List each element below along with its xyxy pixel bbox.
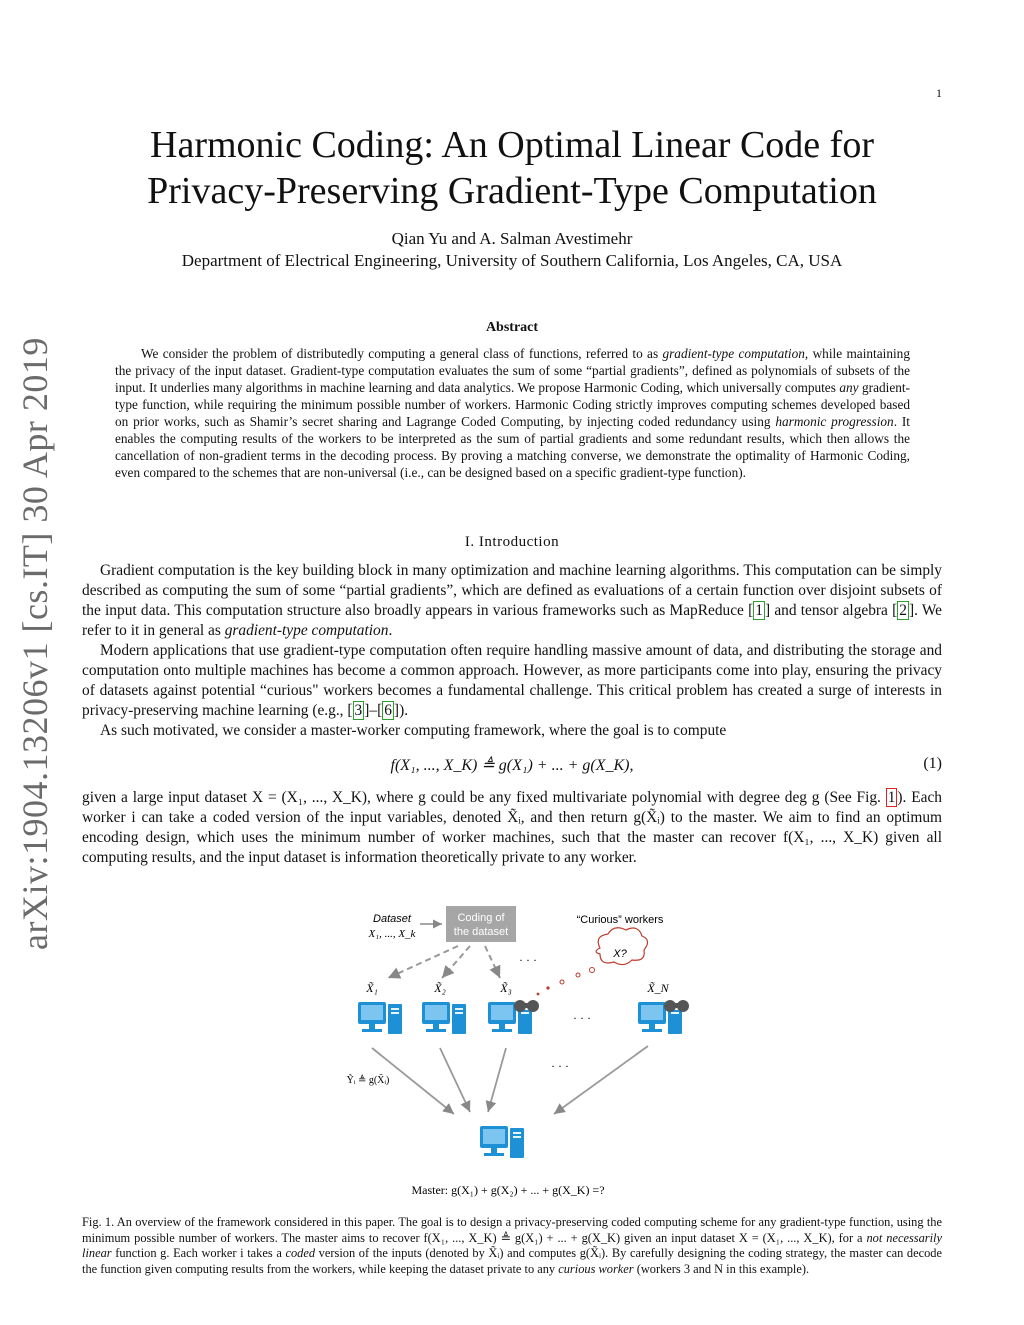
equation-formula: f(X₁, ..., X_K) ≜ g(X₁) + ... + g(X_K),: [390, 757, 634, 774]
result-arrow: [488, 1048, 506, 1112]
curious-label: “Curious” workers: [576, 914, 664, 926]
title-line-2: Privacy-Preserving Gradient-Type Computation: [147, 170, 877, 212]
figure-caption: Fig. 1. An overview of the framework considered in this paper. The goal is to design a privacy-preserving coded computing scheme for any gradient-type function, using the minimum possible number of workers. The master aims to recover f(X₁, ..., X_K) ≜ g(X₁) + ... + g(X_K) given an input dataset X = (X₁, ..., X_K), for a not necessarily linear function g. Each worker i takes a coded version of the inputs (denoted by X̃ᵢ) and computes g(X̃ᵢ). By carefully designing the coding strategy, the master can decode the function given computing results from the workers, while keeping the dataset private to any curious worker (workers 3 and N in this example).: [82, 1215, 942, 1276]
paragraph-1: Gradient computation is the key building block in many optimization and machine learning algorithms. This computation can be simply described as computing the sum of some “partial gradients”, which are defined as evaluations of a certain function over disjoint subsets of the input data. This computation structure also broadly appears in various frameworks such as MapReduce [ 1 ] and tensor algebra [ 2 ]. We refer to it in general as gradient-type computation.: [82, 562, 943, 639]
master-computer-icon: [480, 1126, 524, 1158]
citation-link[interactable]: 6: [384, 702, 392, 719]
paper-title: [80, 122, 944, 214]
thought-dot: [590, 968, 595, 973]
thought-dot: [546, 986, 549, 989]
figure-1: [330, 898, 690, 1198]
dataset-label: Dataset: [373, 913, 411, 925]
dataset-vars: X₁, ..., X_k: [368, 928, 416, 940]
thought-text: X?: [613, 948, 627, 960]
ellipsis: · · ·: [573, 1011, 591, 1025]
worker-computer-icon: [358, 1002, 402, 1034]
paragraph-4: given a large input dataset X = (X₁, ..., X_K), where g could be any fixed multivariate polynomial with degree deg g (See Fig. 1 ). Each worker i can take a coded version of the input variables, denoted X̃ᵢ, and then return g(X̃ᵢ) to the master. We aim to find an optimum encoding design, which uses the minimum number of worker machines, such that the master can recover f(X₁, ..., X_K) given all computing results, and the input dataset is information theoretically private to any worker.: [82, 789, 942, 866]
citation-link[interactable]: 3: [354, 702, 363, 719]
worker-computer-icon: [422, 1002, 466, 1034]
coding-box-line-2: the dataset: [453, 926, 509, 938]
abstract-text: We consider the problem of distributedly computing a general class of functions, referred to as gradient-type computation, while maintaining the privacy of the input dataset. Gradient-type computation evaluates the sum of some “partial gradients”, defined as polynomials of subsets of the input. It underlies many algorithms in machine learning and data analytics. We propose Harmonic Coding, which universally computes any gradient-type function, while requiring the minimum possible number of workers. Harmonic Coding strictly improves computing schemes developed based on prior works, such as Shamir’s secret sharing and Lagrange Coded Computing, by injecting coded redundancy using harmonic progression. It enables the computing results of the workers to be interpreted as the sum of partial gradients and some redundant results, which then allows the cancellation of non-gradient terms in the decoding process. By proving a matching converse, we demonstrate the optimality of Harmonic Coding, even compared to the schemes that are non-universal (i.e., can be designed based on a specific gradient-type function).: [115, 346, 910, 480]
affiliation: Department of Electrical Engineering, University of Southern California, Los Angeles, CA, USA: [181, 251, 843, 270]
abstract-heading: Abstract: [485, 320, 539, 335]
title-line-1: Harmonic Coding: An Optimal Linear Code for: [150, 124, 874, 166]
paragraph-3: As such motivated, we consider a master-worker computing framework, where the goal is to compute: [100, 722, 727, 739]
worker-label: X̃₂: [434, 981, 446, 995]
section-heading: I. Introduction: [464, 534, 560, 550]
master-label: Master: g(X₁) + g(X₂) + ... + g(X_K) =?: [411, 1183, 605, 1197]
ellipsis: · · ·: [519, 953, 537, 967]
arxiv-stamp: arXiv:1904.13206v1 [cs.IT] 30 Apr 2019: [15, 337, 55, 950]
thought-dot: [537, 993, 540, 996]
thought-dot: [560, 980, 564, 984]
paragraph-2: Modern applications that use gradient-type computation often require handling massive amount of data, and distributing the storage and computation onto multiple machines has become a common approach. However, as more participants come into play, ensuring the privacy of datasets against potential “curious" workers becomes a fundamental challenge. This critical problem has created a surge of interests in privacy-preserving machine learning (e.g., [ 3 ]–[ 6 ]).: [82, 642, 942, 719]
worker-label: X̃₁: [366, 981, 378, 995]
worker-label: X̃₃: [500, 981, 512, 995]
result-arrow: [440, 1048, 470, 1112]
yi-label: Ỹᵢ ≜ g(X̃ᵢ): [346, 1075, 390, 1086]
result-arrow: [554, 1046, 648, 1114]
dashed-arrow: [485, 946, 500, 978]
citation-link[interactable]: 2: [899, 602, 907, 619]
citation-link[interactable]: 1: [755, 602, 763, 619]
thought-dot: [576, 973, 580, 977]
coding-box-line-1: Coding of: [457, 912, 505, 924]
page-number: 1: [936, 86, 942, 100]
ellipsis: · · ·: [551, 1059, 569, 1073]
figure-link[interactable]: 1: [887, 789, 896, 806]
authors: Qian Yu and A. Salman Avestimehr: [391, 229, 633, 248]
equation-number: (1): [923, 755, 942, 772]
worker-label: X̃_N: [647, 981, 669, 995]
